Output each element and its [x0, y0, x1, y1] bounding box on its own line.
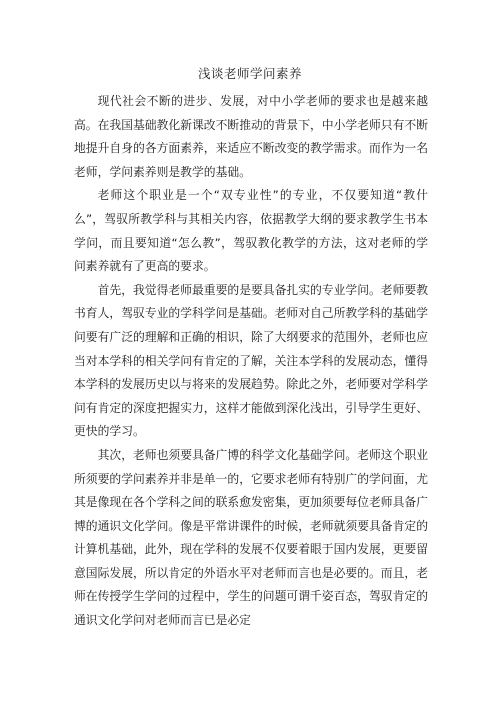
paragraph: 首先，我觉得老师最重要的是要具备扎实的专业学问。老师要教书育人，驾驭专业的学科学问是基础。老师对自己所教学科的基础学问要有广泛的理解和正确的相识，除了大纲要求的范围外，老师也应当对本学科的相关学问有肯定的了解，关注本学科的发展动态，懂得本学科的发展历史以与将来的发展趋势。除此之外，老师要对学科学问有肯定的深度把握实力，这样才能做到深化浅出，引导学生更好、更快的学习。 — [74, 282, 428, 439]
paragraph: 老师这个职业是一个“双专业性”的专业，不仅要知道“教什么”，驾驭所教学科与其相关内容，依据教学大纲的要求教学生书本学问，而且要知道“怎么教”，驾驭教化教学的方法，这对老师的学问素养就有了更高的要求。 — [74, 188, 428, 274]
paragraph: 现代社会不断的进步、发展，对中小学老师的要求也是越来越高。在我国基础教化新课改不断推动的背景下，中小学老师只有不断地提升自身的各方面素养，来适应不断改变的教学需求。而作为一名老师，学问素养则是教学的基础。 — [74, 94, 428, 179]
paragraph: 其次，老师也须要具备广博的科学文化基础学问。老师这个职业所须要的学问素养并非是单一的，它要求老师有特别广的学问面，尤其是像现在各个学科之间的联系愈发密集，更加须要每位老师具备广博的通识文化学问。像是平常讲课件的时候，老师就须要具备肯定的计算机基础，此外，现在学科的发展不仅要着眼于国内发展，更要留意国际发展，所以肯定的外语水平对老师而言也是必要的。而且，老师在传授学生学问的过程中，学生的问题可谓千姿百态，驾驭肯定的通识文化学问对老师而言已是必定 — [74, 447, 428, 628]
document-title: 浅谈老师学问素养 — [197, 66, 302, 81]
document-body — [74, 90, 428, 633]
